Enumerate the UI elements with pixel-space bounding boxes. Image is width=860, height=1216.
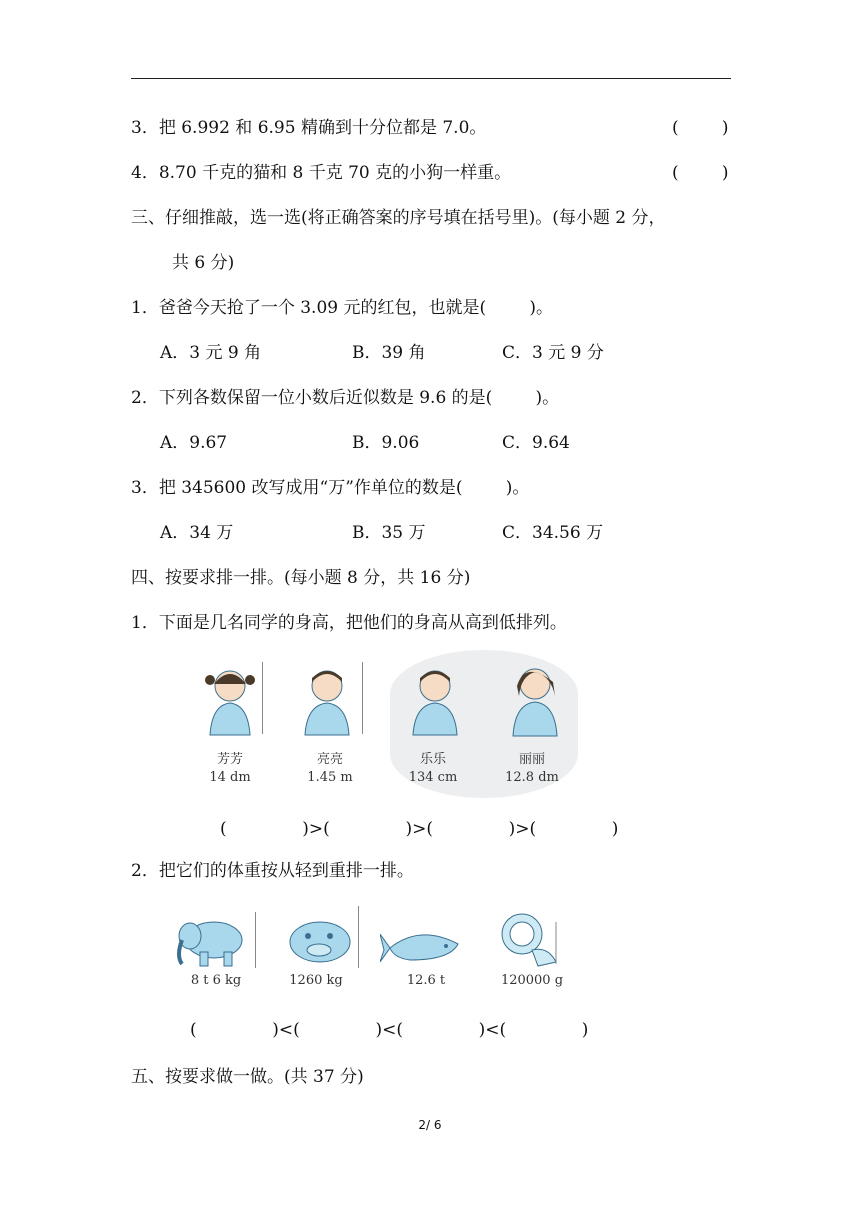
- animal-weight: 8 t 6 kg: [190, 973, 242, 988]
- student-liangliang-illustration: [287, 660, 367, 740]
- figure-divider: [362, 662, 363, 734]
- student-height: 12.8 dm: [505, 770, 559, 785]
- choice-1-option-a[interactable]: A．3 元 9 角: [160, 343, 262, 363]
- figure-divider: [262, 662, 263, 734]
- lion-icon: [498, 910, 566, 970]
- student-name: 芳芳: [216, 752, 243, 767]
- animal-weight: 120000 g: [500, 973, 564, 988]
- section-3-title-cont: 共 6 分): [172, 253, 235, 273]
- judge-answer-paren-3[interactable]: ( ): [672, 118, 729, 138]
- judge-question-4: 4．8.70 千克的猫和 8 千克 70 克的小狗一样重。: [131, 163, 512, 183]
- choice-1-option-b[interactable]: B．39 角: [352, 343, 426, 363]
- student-height: 1.45 m: [307, 770, 353, 785]
- figure-divider: [255, 912, 256, 968]
- judge-question-3: 3．把 6.992 和 6.95 精确到十分位都是 7.0。: [131, 118, 487, 138]
- height-order-answer[interactable]: ( )>( )>( )>( ): [220, 819, 619, 839]
- student-height: 134 cm: [408, 770, 458, 785]
- judge-answer-paren-4[interactable]: ( ): [672, 163, 729, 183]
- top-rule: [131, 78, 731, 79]
- choice-question-2: 2．下列各数保留一位小数后近似数是 9.6 的是( )。: [131, 388, 560, 408]
- whale-icon: [380, 920, 472, 966]
- section-3-title: 三、仔细推敲，选一选(将正确答案的序号填在括号里)。(每小题 2 分，: [131, 208, 666, 228]
- student-name: 亮亮: [316, 752, 343, 767]
- choice-question-1: 1．爸爸今天抢了一个 3.09 元的红包，也就是( )。: [131, 298, 553, 318]
- student-lele-illustration: [395, 660, 475, 740]
- choice-2-option-c[interactable]: C．9.64: [502, 433, 570, 453]
- sort-question-2: 2．把它们的体重按从轻到重排一排。: [131, 861, 414, 881]
- choice-1-option-c[interactable]: C．3 元 9 分: [502, 343, 604, 363]
- choice-3-option-a[interactable]: A．34 万: [160, 523, 234, 543]
- choice-question-3: 3．把 345600 改写成用“万”作单位的数是( )。: [131, 478, 530, 498]
- weight-order-answer[interactable]: ( )<( )<( )<( ): [190, 1020, 589, 1040]
- figure-divider: [358, 906, 359, 968]
- animal-weight: 1260 kg: [289, 973, 343, 988]
- sort-question-1: 1．下面是几名同学的身高，把他们的身高从高到低排列。: [131, 613, 567, 633]
- elephant-icon: [174, 912, 260, 968]
- choice-2-option-a[interactable]: A．9.67: [160, 433, 228, 453]
- animal-weight: 12.6 t: [406, 973, 446, 988]
- student-lili-illustration: [495, 656, 575, 740]
- section-4-title: 四、按要求排一排。(每小题 8 分，共 16 分): [131, 568, 471, 588]
- student-height: 14 dm: [209, 770, 251, 785]
- choice-2-option-b[interactable]: B．9.06: [352, 433, 420, 453]
- student-name: 丽丽: [518, 752, 545, 767]
- choice-3-option-c[interactable]: C．34.56 万: [502, 523, 604, 543]
- hippo-icon: [282, 914, 354, 968]
- student-fangfang-illustration: [190, 660, 270, 740]
- student-name: 乐乐: [419, 752, 446, 767]
- section-5-title: 五、按要求做一做。(共 37 分): [131, 1067, 364, 1087]
- choice-3-option-b[interactable]: B．35 万: [352, 523, 426, 543]
- page-number: 2/ 6: [418, 1118, 442, 1132]
